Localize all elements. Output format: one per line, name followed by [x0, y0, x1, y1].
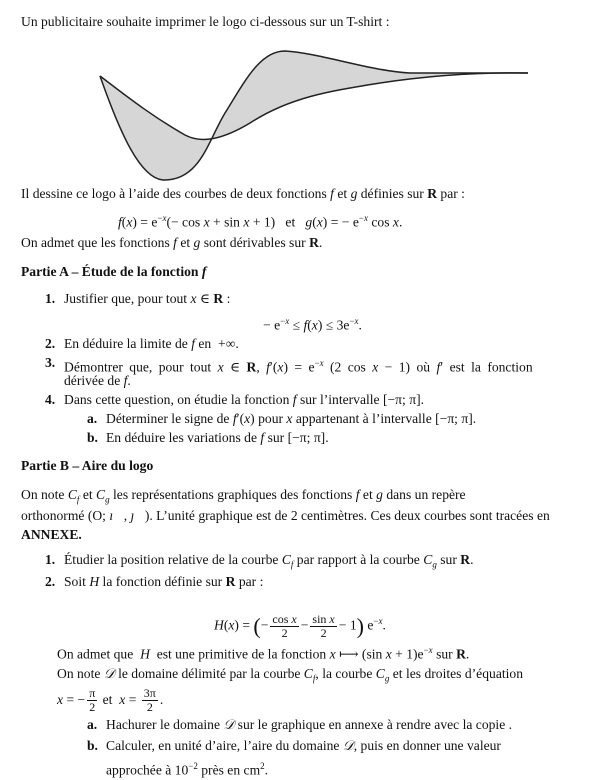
- partA-q4-number: 4.: [45, 392, 56, 407]
- definition-text: Il dessine ce logo à l’aide des courbes de deux fonctions f et g définies sur R par :: [21, 186, 465, 201]
- partB-q1: Étudier la position relative de la courbe $C_f$ par rapport à la courbe $C_g$ sur R.: [64, 552, 474, 570]
- partA-q2-number: 2.: [45, 336, 56, 351]
- partA-q1: Justifier que, pour tout x ∈ R :: [64, 291, 231, 306]
- logo-shaded-region: [100, 51, 528, 180]
- partA-q4b: En déduire les variations de f sur [−π; π].: [106, 430, 329, 445]
- definition-formula: $f(x) = e^{-x}(- \cos x + \sin x + 1)$ et g(x) = − $e^{-x}$ cos x.: [118, 213, 403, 230]
- intro-text: Un publicitaire souhaite imprimer le logo ci-dessous sur un T-shirt :: [21, 14, 390, 29]
- partA-q1-number: 1.: [45, 291, 56, 306]
- partA-q3-line2: dérivée de f.: [64, 373, 131, 388]
- differentiable-text: On admet que les fonctions f et g sont dérivables sur R.: [21, 235, 323, 250]
- partA-q2: En déduire la limite de f en +∞.: [64, 336, 239, 351]
- partB-domain-line2: x = − $\frac{\pi}{2}$ et x = $\frac{3\pi}{2}$ .: [57, 686, 164, 715]
- partA-q4a-label: a.: [87, 411, 98, 426]
- logo-figure: [0, 33, 613, 208]
- partB-intro-line2: orthonormé (O; ı⃗, ȷ⃗). L’unité graphique est de 2 centimètres. Ces deux courbes sont tracées en: [21, 508, 550, 523]
- partB-q2: Soit H la fonction définie sur R par :: [64, 574, 264, 589]
- partB-q2-number: 2.: [45, 574, 56, 589]
- partB-primitive: On admet que H est une primitive de la fonction x ⟼ (sin $x + 1)e^{-x}$ sur R.: [57, 645, 470, 662]
- partB-qa: Hachurer le domaine 𝒟 sur le graphique en annexe à rendre avec la copie .: [106, 717, 513, 732]
- partB-qa-label: a.: [87, 717, 98, 732]
- partA-q4a: Déterminer le signe de f′(x) pour x appartenant à l’intervalle [−π; π].: [106, 411, 477, 426]
- partA-q4: Dans cette question, on étudie la fonction f sur l’intervalle [−π; π].: [64, 392, 425, 407]
- partB-qb-line1: Calculer, en unité d’aire, l’aire du domaine 𝒟, puis en donner une valeur: [106, 738, 501, 753]
- partB-intro-line3: ANNEXE.: [21, 527, 82, 542]
- partA-q3-number: 3.: [45, 355, 56, 370]
- partA-q1-formula: − $e^{-x} \le f(x) \le 3e^{-x}$.: [263, 316, 362, 333]
- partB-H-formula: H(x) = (− $\frac{\text{cos x}}{2}$ − $\frac{\text{sin x}}{2}$ − 1) $e^{-x}$.: [214, 611, 386, 640]
- partB-qb-line2: approchée à $10^{-2}$ près en $cm^2$.: [106, 761, 269, 778]
- partB-domain-line1: On note 𝒟 le domaine délimité par la courbe $C_f$, la courbe $C_g$ et les droites d’équation: [57, 666, 523, 684]
- partB-qb-label: b.: [87, 738, 98, 753]
- partB-q1-number: 1.: [45, 552, 56, 567]
- partA-q4b-label: b.: [87, 430, 98, 445]
- partA-title: Partie A – Étude de la fonction f: [21, 264, 207, 279]
- partB-intro-line1: On note $C_f$ et $C_g$ les représentations graphiques des fonctions f et g dans un repère: [21, 487, 466, 505]
- partA-q3-line1: Démontrer que, pour tout x ∈ R, $f'(x) = e^{-x}$ (2 cos x − 1) où f′ est la fonction: [64, 358, 533, 375]
- partB-title: Partie B – Aire du logo: [21, 458, 154, 473]
